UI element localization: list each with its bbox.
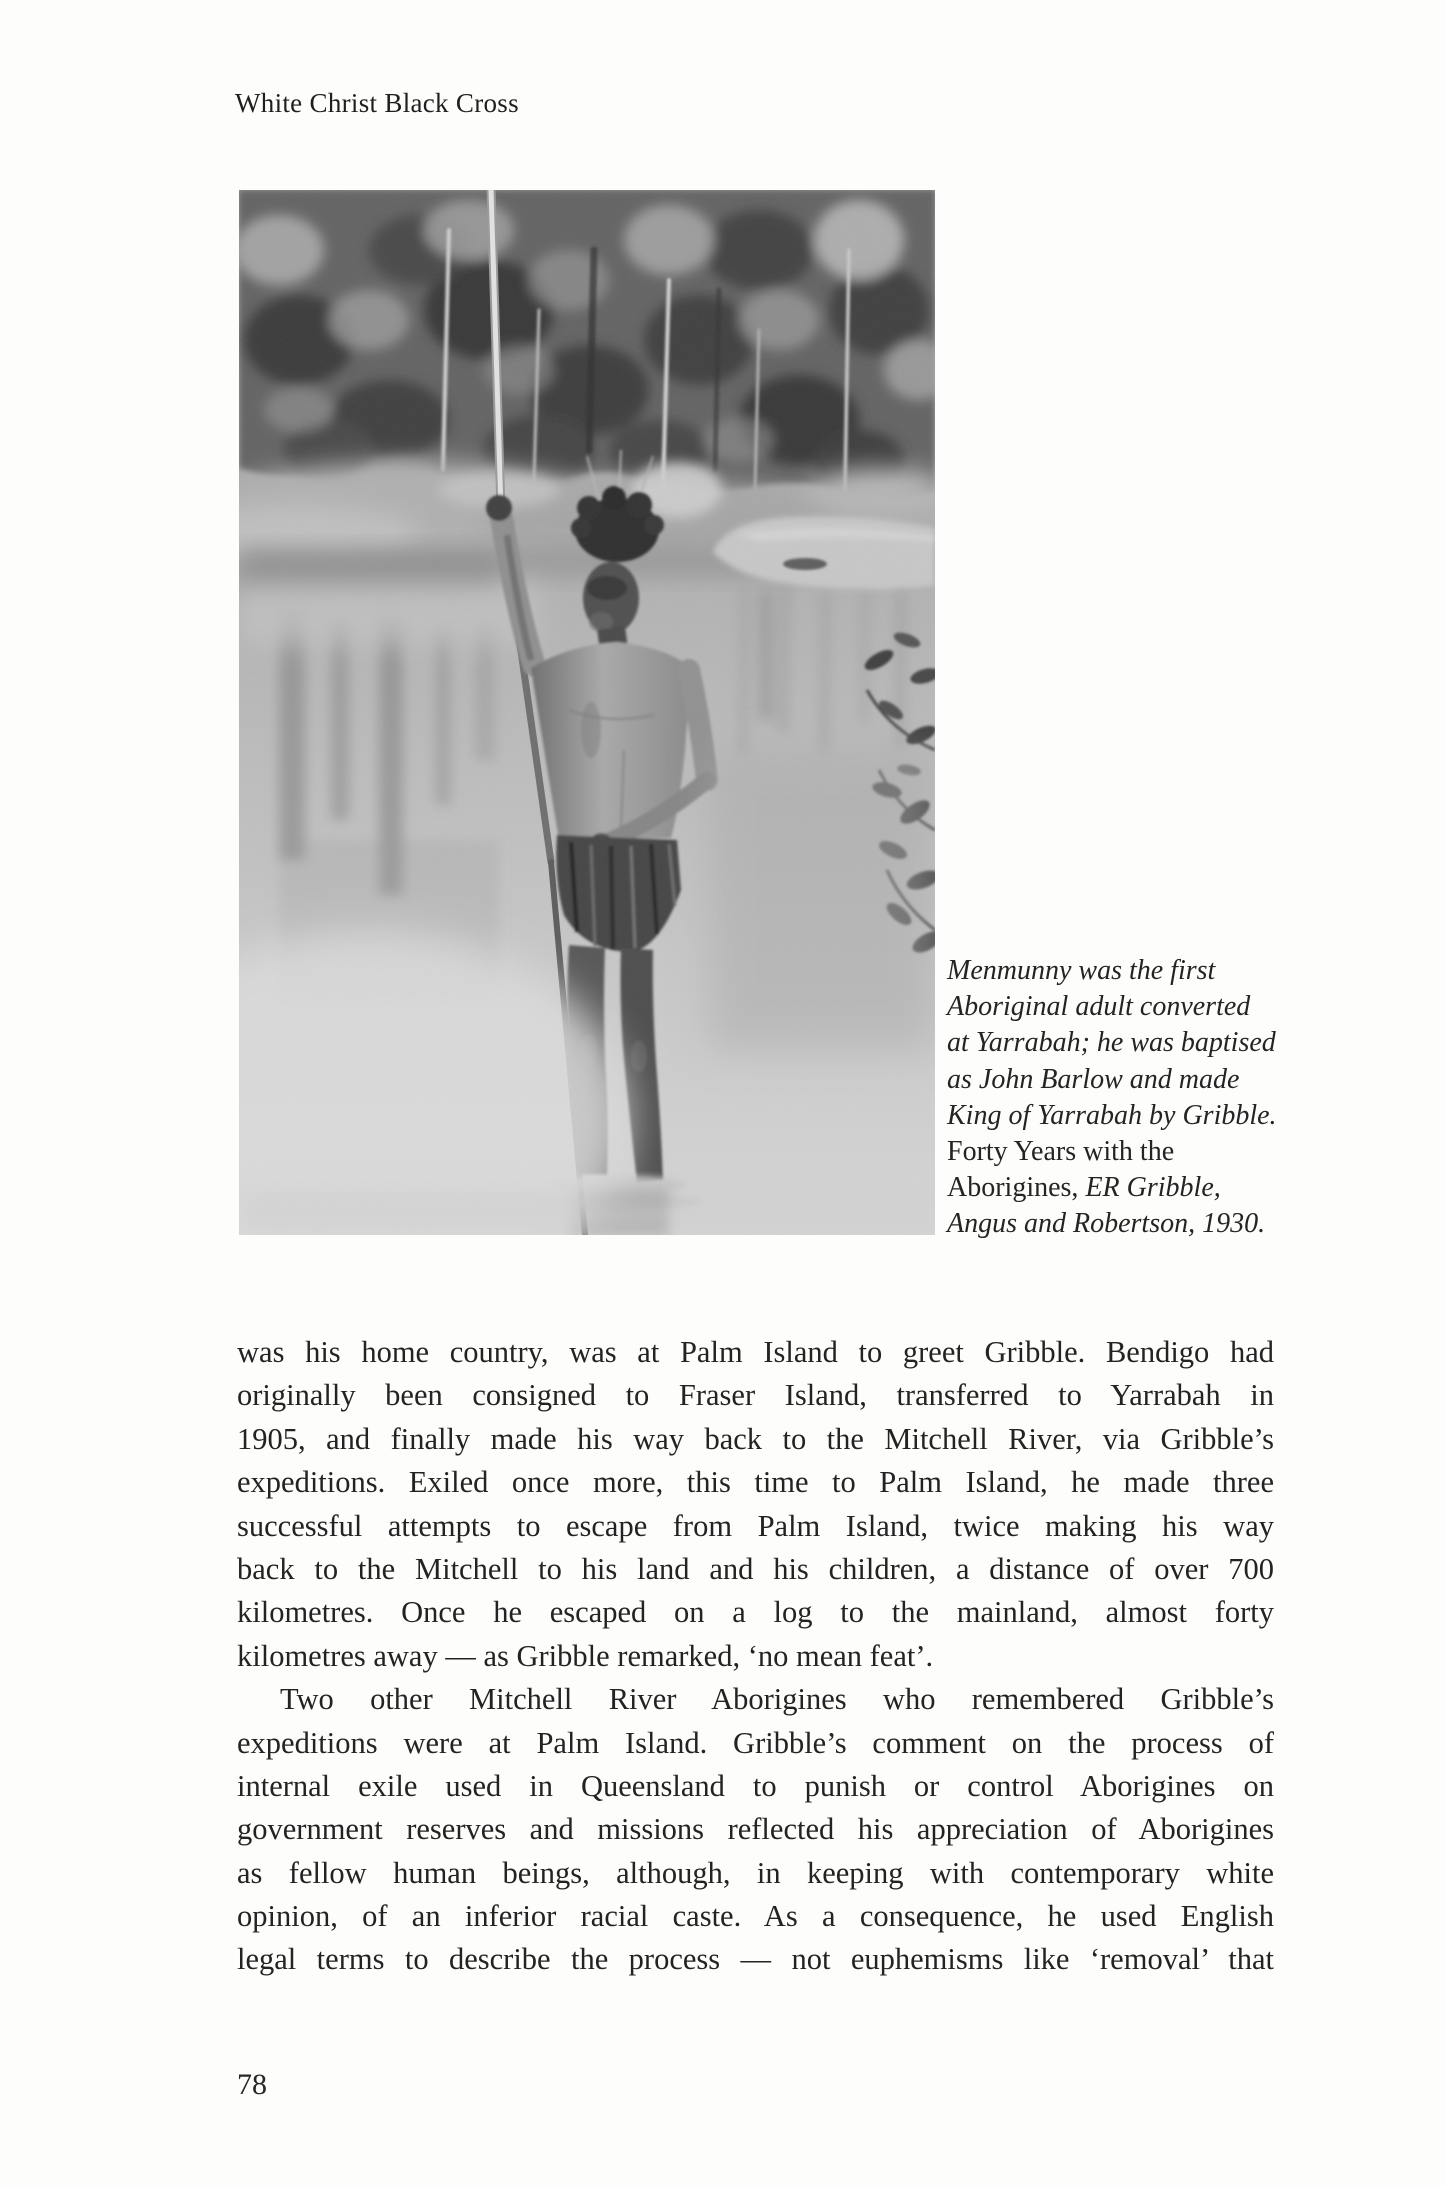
caption-line (947, 1206, 1307, 1242)
text-line: successful attempts to escape from Palm Island, twice making his way (237, 1508, 1274, 1543)
text-line: legal terms to describe the process — not euphemisms like ‘removal’ that (237, 1942, 1274, 1977)
text-line: kilometres away — as Gribble remarked, ‘no mean feat’. (237, 1638, 934, 1673)
caption-segment-italic: Aboriginal adult converted (947, 991, 1251, 1023)
caption-line (947, 1062, 1307, 1098)
photo-figure (239, 190, 935, 1235)
text-line: expeditions. Exiled once more, this time to Palm Island, he made three (237, 1465, 1274, 1500)
caption-segment-roman: Aborigines, (947, 1172, 1086, 1204)
photo-caption (947, 953, 1307, 1243)
text-line: kilometres. Once he escaped on a log to the mainland, almost forty (237, 1595, 1274, 1630)
caption-line (947, 1098, 1307, 1134)
page-number: 78 (237, 2068, 267, 2101)
caption-line (947, 1170, 1307, 1206)
text-line: government reserves and missions reflected his appreciation of Aborigines (237, 1812, 1274, 1847)
text-line: opinion, of an inferior racial caste. As a consequence, he used English (237, 1899, 1274, 1934)
text-line: as fellow human beings, although, in keeping with contemporary white (237, 1855, 1274, 1890)
text-line: originally been consigned to Fraser Island, transferred to Yarrabah in (237, 1378, 1274, 1413)
text-line: Two other Mitchell River Aborigines who remembered Gribble’s (280, 1682, 1274, 1717)
body-text (237, 1331, 1274, 1982)
text-line: expeditions were at Palm Island. Gribble’s comment on the process of (237, 1725, 1274, 1760)
caption-segment-italic: at Yarrabah; he was baptised (947, 1027, 1276, 1059)
paragraph (237, 1331, 1274, 1678)
caption-segment-italic: as John Barlow and made (947, 1063, 1240, 1095)
text-line: internal exile used in Queensland to punish or control Aborigines on (237, 1768, 1274, 1803)
caption-line (947, 1134, 1307, 1170)
caption-line (947, 989, 1307, 1025)
caption-line (947, 953, 1307, 989)
paragraph (237, 1678, 1274, 1982)
caption-segment-italic: ER Gribble, (1085, 1172, 1221, 1204)
caption-segment-roman: Forty Years with the (947, 1135, 1175, 1167)
running-header: White Christ Black Cross (235, 88, 519, 118)
caption-segment-italic: Menmunny was the first (947, 955, 1216, 986)
caption-segment-italic: King of Yarrabah by Gribble. (947, 1099, 1277, 1131)
caption-segment-italic: Angus and Robertson, 1930. (947, 1208, 1266, 1240)
photo-menmunny (239, 190, 935, 1235)
text-line: 1905, and finally made his way back to the Mitchell River, via Gribble’s (237, 1421, 1274, 1456)
text-line: was his home country, was at Palm Island to greet Gribble. Bendigo had (237, 1335, 1274, 1369)
film-grain (239, 190, 935, 1235)
text-line: back to the Mitchell to his land and his children, a distance of over 700 (237, 1551, 1274, 1586)
caption-line (947, 1025, 1307, 1061)
